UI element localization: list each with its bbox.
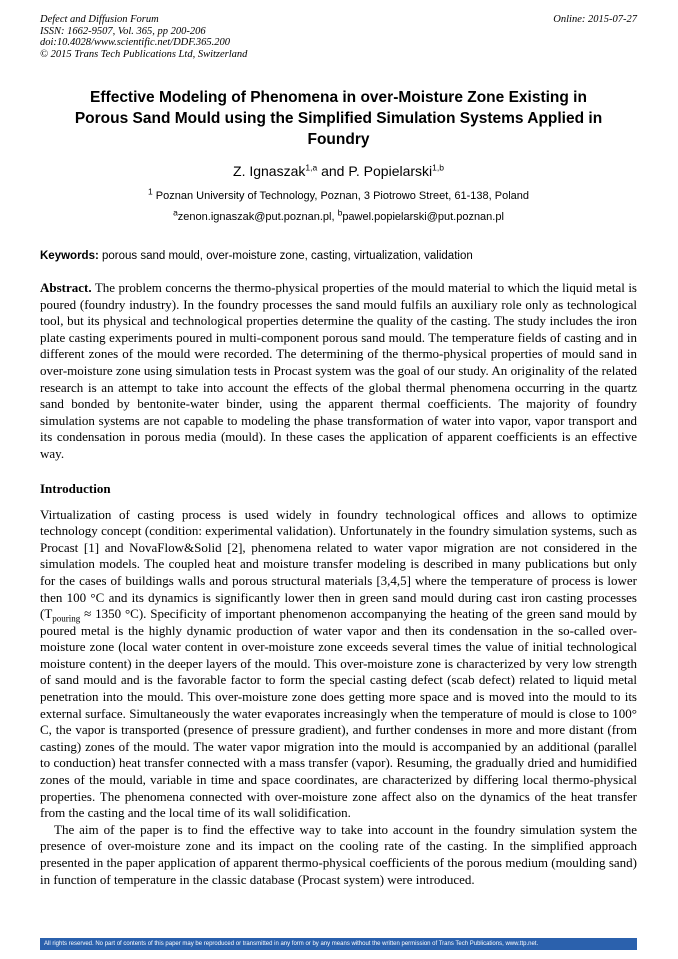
abstract-paragraph: [40, 280, 637, 463]
intro-paragraph-1-part-b: ≈ 1350 °C). Specificity of important phenomenon accompanying the heating of the green sand mould by poured metal is the highly dynamic production of water vapor and then its condensation in the so-called over-moisture zone (local water content in over-moisture zone exceeds several times the value of initial technological moisture content) in the deeper layers of the mould. This over-moisture zone is characterized by very low strength of sand mould and is the favorable factor to form the special casting defect (scab defect) related to liquid metal penetration into the mould. This over-moisture zone does getting more space and is moved into the mould to its external surface. Simultaneously the water evaporates increasingly when the temperature of mould is close to 100° C, the vapor is transported (presence of pressure gradient), and further condenses in more and more distant (from casting) zones of the mould. The water vapor migration into the mould is accompanied by an additional (parallel to conduction) heat transfer connected with a mass transfer (vapor). Resuming, the gradually dried and humidified zones of the mould, variable in time and space coordinates, are characterized by differing local thermo-physical properties. The phenomena connected with over-moisture zone affect also on the dynamics of the heat transfer from the casting and the local time of its wall solidification.: [40, 606, 637, 821]
affiliation-line: [40, 186, 637, 203]
authors-line: [40, 163, 637, 180]
authors-joiner: and: [317, 163, 349, 179]
footer-rights-text: All rights reserved. No part of contents of this paper may be reproduced or transmitted in any form or by any means without the written permission of Trans Tech Publications, www.ttp.net.: [44, 940, 539, 947]
email-a: zenon.ignaszak@put.poznan.pl,: [177, 211, 338, 223]
author-1-name: Z. Ignaszak: [233, 163, 306, 179]
intro-paragraph-1: [40, 507, 637, 822]
keywords-label: Keywords:: [40, 250, 99, 262]
email-a-superscript: a: [173, 207, 178, 218]
keywords-text: porous sand mould, over-moisture zone, casting, virtualization, validation: [98, 250, 473, 262]
section-heading-introduction: Introduction: [40, 480, 111, 496]
t-pouring-subscript: pouring: [52, 613, 81, 624]
intro-paragraph-1-part-a: Virtualization of casting process is used widely in foundry technological offices and allows to optimize technology concept (condition: experimental validation). Unfortunately in the foundry simulation systems, such as Procast [1] and NovaFlow&Solid [2], phenomena related to water vapor migration are not considered in the simulation models. The coupled heat and moisture transfer modeling is described in many publications but only for the cases of buildings walls and porous structural materials [3,4,5] where the temperature of process is lower then 100 °C and its dynamics is significantly lower then in green sand mould during cast iron casting processes (T: [40, 506, 637, 622]
journal-name: Defect and Diffusion Forum: [40, 14, 159, 25]
copyright-line: © 2015 Trans Tech Publications Ltd, Switzerland: [40, 48, 248, 60]
paper-header: [40, 14, 637, 60]
issn-line: ISSN: 1662-9507, Vol. 365, pp 200-206: [40, 25, 206, 37]
email-b: pawel.popielarski@put.poznan.pl: [342, 211, 504, 223]
keywords-line: [40, 249, 637, 263]
footer-bar: [40, 938, 637, 950]
affiliation-superscript: 1: [148, 186, 153, 197]
emails-line: [40, 207, 637, 224]
author-2-superscript: 1,b: [432, 162, 444, 173]
abstract-text: The problem concerns the thermo-physical properties of the mould material to which the liquid metal is poured (foundry industry). In the foundry processes the sand mould fulfils an auxiliary role only as technological tool, but its physical and technological properties determine the quality of the casting. The study includes the iron plate casting experiments poured in multi-component porous sand mould. The temperature fields of casting and in different zones of the mould were recorded. The determining of the thermo-physical properties of mould sand in over-moisture zone using simulation tests in Procast system was the goal of our study. An originality of the related research is an attempt to take into account the effects of the global thermal phenomena occurring in the quartz sand bonded by bentonite-water binder, using the apparent thermal coefficients. The majority of foundry simulation systems are not capable to modeling the phase transformation of water into vapor, vapor transport and its condensation in porous media (mould). In these cases the application of apparent coefficients is an effective way.: [40, 280, 637, 461]
email-b-superscript: b: [337, 207, 343, 218]
affiliation-text: Poznan University of Technology, Poznan, 3 Piotrowo Street, 61-138, Poland: [152, 190, 529, 202]
author-1-superscript: 1,a: [305, 162, 318, 173]
paper-title: Effective Modeling of Phenomena in over-Moisture Zone Existing in Porous Sand Mould using the Simplified Simulation Systems Applied in Foundry: [74, 89, 603, 148]
journal-info-block: [40, 14, 247, 60]
online-date: Online: 2015-07-27: [553, 14, 637, 25]
intro-paragraph-2: The aim of the paper is to find the effective way to take into account in the foundry simulation system the presence of over-moisture zone and its impact on the cooling rate of the casting. In the simplified approach presented in the paper application of apparent thermo-physical coefficients of the porous medium (moulding sand) in function of temperature in the classic database (Procast system) were introduced.: [40, 821, 637, 887]
abstract-label: Abstract.: [40, 280, 92, 295]
author-2-name: P. Popielarski: [348, 163, 433, 179]
doi-line: doi:10.4028/www.scientific.net/DDF.365.200: [40, 37, 231, 48]
